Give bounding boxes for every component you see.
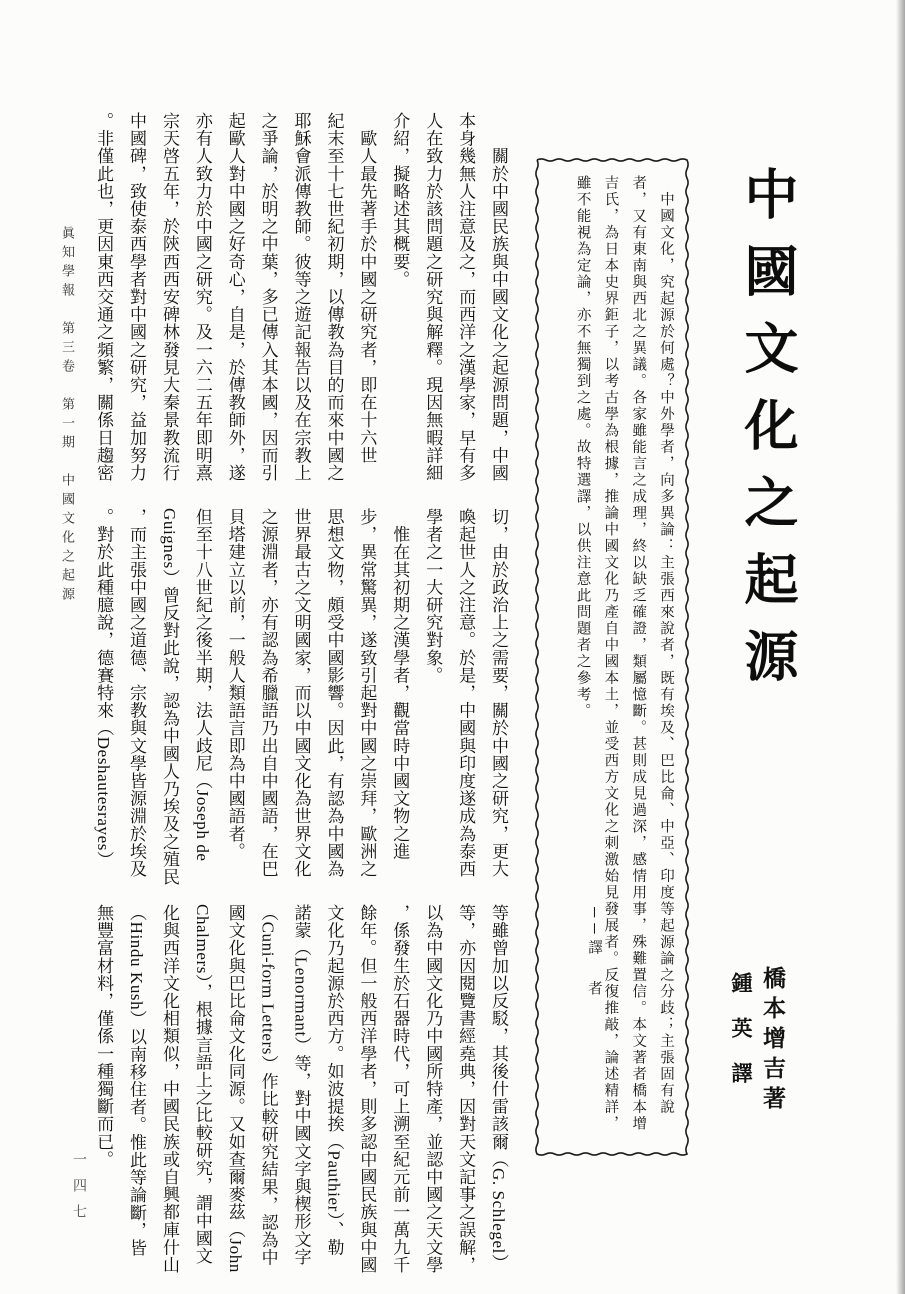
note-column: 吉氏，為日本史界鉅子，以考古學為根據，推論中國文化乃產自中國本土，並受西方文化之刺激始見發展者。反復推敲，論述精詳， bbox=[602, 175, 619, 1132]
translator-signature: ──譯 者 bbox=[586, 907, 602, 1002]
text-column: 介紹，擬略述其概要。 bbox=[390, 112, 410, 288]
text-band-3 bbox=[86, 904, 514, 1292]
text-column: 國文化與巴比侖文化同源。又如查爾麥茲（John bbox=[225, 904, 245, 1273]
text-column: 。非僅此也，更因東西交通之頻繁，關係日趨密 bbox=[94, 112, 114, 482]
article-title: 中國文化之起源 bbox=[737, 166, 797, 705]
text-column: 化與西洋文化相類似，中國民族或自興都庫什山 bbox=[159, 904, 179, 1274]
text-column: 餘年。但一般西洋學者，則多認中國民族與中國 bbox=[357, 904, 377, 1274]
text-column: ，而主張中國之道德、宗教與文學皆源淵於埃及 bbox=[127, 508, 147, 878]
text-column: 等雖曾加以反駁，其後什雷該爾（G. Schlegel） bbox=[489, 904, 508, 1272]
text-column: 世界最古之文明國家，而以中國文化為世界文化 bbox=[291, 508, 311, 878]
text-column: 之爭論，於明之中葉，多已傳入其本國，因而引 bbox=[258, 112, 278, 482]
text-column: 以為中國文化乃中國所特產，並認中國之天文學 bbox=[423, 904, 443, 1274]
text-column: 中國碑，致使泰西學者對中國之研究，益加努力 bbox=[127, 112, 147, 482]
scan-edge-shadow bbox=[896, 0, 905, 1294]
text-column: 人在致力於該問題之研究與解釋。現因無暇詳細 bbox=[423, 112, 443, 482]
text-column: 紀末至十七世紀初期，以傳教為目的而來中國之 bbox=[324, 112, 344, 482]
note-column: 雖不能視為定論，亦不無獨到之處。故特選譯，以供注意此問題者之參考。 bbox=[574, 175, 591, 720]
author-name: 橋本增吉著 bbox=[760, 966, 785, 1116]
note-column: 者，又有東南與西北之異議。各家雖能言之成理，終以缺乏確證，類屬憶斷。甚則成見過深，感情用事，殊難置信。本文著者橋本增 bbox=[630, 175, 647, 1132]
text-column: 耶穌會派傳教師。彼等之遊記報告以及在宗教上 bbox=[291, 112, 311, 482]
text-band-1 bbox=[86, 112, 514, 500]
text-column: 喚起世人之注意。於是，中國與印度遂成為泰西 bbox=[456, 508, 476, 878]
text-column: 惟在其初期之漢學者，觀當時中國文物之進 bbox=[390, 508, 410, 860]
text-column: 起歐人對中國之好奇心，自是，於傳教師外，遂 bbox=[225, 112, 245, 482]
text-column: 切，由於政治上之需要，關於中國之研究，更大 bbox=[489, 508, 508, 878]
text-column: Chalmers），根據言語上之比較研究，謂中國文 bbox=[192, 904, 212, 1265]
text-column: 學者之一大研究對象。 bbox=[423, 508, 443, 684]
note-column: 中國文化，究起源於何處？中外學者，向多異論：主張西來說者，既有埃及、巴比侖、中亞、印度等起源論之分歧；主張固有說 bbox=[658, 175, 674, 1116]
text-column: 貝塔建立以前，一般人類語言即為中國語者。 bbox=[225, 508, 245, 860]
text-column: （Cuni-form Letters）作比較研究結果，認為中 bbox=[258, 904, 278, 1267]
text-column: 亦有人致力於中國之研究。及一六二五年即明熹 bbox=[192, 112, 212, 482]
text-column: 之源淵者，亦有認為希臘語乃出自中國語，在巴 bbox=[258, 508, 278, 878]
text-column: 文化乃起源於西方。如波提挨（Pauthier）、勒 bbox=[324, 904, 344, 1257]
text-column: Guignes）曾反對此說，認為中國人乃埃及之殖民 bbox=[159, 508, 179, 886]
translator-note-box bbox=[534, 157, 690, 1157]
text-column: 歐人最先著手於中國之研究者，即在十六世 bbox=[357, 112, 377, 464]
text-column: 步，異常驚異，遂致引起對中國之崇拜，歐洲之 bbox=[357, 508, 377, 878]
text-column: 宗天啓五年，於陝西西安碑林發見大秦景教流行 bbox=[159, 112, 179, 482]
text-column: 無豐富材料，僅係一種獨斷而已。 bbox=[94, 904, 114, 1168]
text-band-2 bbox=[86, 508, 514, 896]
text-column: 。對於此種臆說，德賽特來（Deshautesrayes） bbox=[94, 508, 114, 869]
text-column: ，係發生於石器時代，可上溯至紀元前一萬九千 bbox=[390, 904, 410, 1274]
text-column: 諾蒙（Lenormant）等，對中國文字與楔形文字 bbox=[291, 904, 311, 1266]
translator-name: 鍾英譯 bbox=[729, 972, 753, 1107]
text-column: （Hindu Kush）以南移住者。惟此等論斷，皆 bbox=[127, 904, 147, 1257]
page-number: 一四七 bbox=[71, 1152, 86, 1230]
text-column: 思想文物，頗受中國影響。因此，有認為中國為 bbox=[324, 508, 344, 878]
journal-running-title: 眞知學報 第三卷 第一期 中國文化之起源 bbox=[60, 226, 75, 606]
text-column: 但至十八世紀之後半期，法人歧尼（Joseph de bbox=[192, 508, 212, 862]
text-column: 本身幾無人注意及之，而西洋之漢學家，早有多 bbox=[456, 112, 476, 482]
text-column: 關於中國民族與中國文化之起源問題，中國 bbox=[489, 112, 508, 482]
text-column: 等，亦因閱覽書經堯典，因對天文記事之誤解， bbox=[456, 904, 476, 1274]
